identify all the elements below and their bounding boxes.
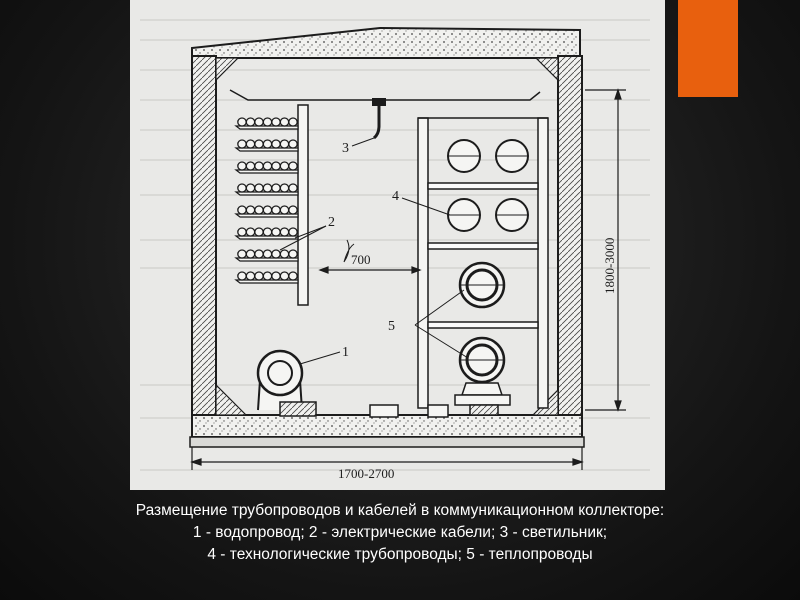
caption-line-1: Размещение трубопроводов и кабелей в коммуникационном коллекторе:: [135, 502, 665, 519]
right-wall: [558, 56, 582, 436]
caption-line-3: 4 - технологические трубопроводы; 5 - теплопроводы: [207, 546, 593, 563]
cable: [289, 250, 297, 258]
label-item-1: 1: [342, 345, 349, 360]
cable: [246, 206, 254, 214]
haunch-bottom-left: [216, 385, 246, 415]
cable: [280, 250, 288, 258]
cable: [263, 162, 271, 170]
cable: [272, 272, 280, 280]
cable: [280, 206, 288, 214]
cable: [238, 184, 246, 192]
cable: [238, 162, 246, 170]
collector-diagram: [130, 0, 665, 490]
cable: [263, 140, 271, 148]
label-item-5: 5: [388, 319, 395, 334]
caption-line-2: 1 - водопровод; 2 - электрические кабели; 3 - светильник;: [192, 524, 608, 541]
electric-cables-rack: [236, 118, 298, 283]
cable: [272, 140, 280, 148]
height-range-label: 1800-3000: [602, 237, 617, 294]
cable: [246, 250, 254, 258]
roof-slab: [192, 28, 580, 58]
cable: [280, 162, 288, 170]
floor-slab: [192, 415, 582, 437]
cable: [238, 206, 246, 214]
cable: [280, 140, 288, 148]
cable: [255, 118, 263, 126]
label-item-2: 2: [328, 215, 335, 230]
cable: [263, 206, 271, 214]
cable-rack-post: [298, 105, 308, 305]
base-plate: [190, 437, 584, 447]
orange-accent-block: [678, 0, 738, 97]
cable: [246, 140, 254, 148]
cable: [255, 272, 263, 280]
haunch-top-left: [216, 58, 238, 80]
cable: [280, 184, 288, 192]
cable: [289, 272, 297, 280]
cable: [238, 228, 246, 236]
cable: [263, 118, 271, 126]
cable: [289, 162, 297, 170]
cable: [263, 228, 271, 236]
cable: [272, 228, 280, 236]
cable: [272, 162, 280, 170]
cable: [289, 228, 297, 236]
cable: [238, 140, 246, 148]
figure-caption: [0, 500, 800, 566]
cable: [255, 184, 263, 192]
cable: [263, 272, 271, 280]
cable: [272, 250, 280, 258]
width-range-label: 1700-2700: [338, 466, 395, 481]
cable: [280, 272, 288, 280]
cable: [238, 272, 246, 280]
cable: [238, 250, 246, 258]
cable: [246, 162, 254, 170]
cable: [280, 228, 288, 236]
cable: [272, 184, 280, 192]
cable: [255, 162, 263, 170]
cable: [246, 118, 254, 126]
cable: [289, 184, 297, 192]
label-item-4: 4: [392, 189, 399, 204]
cable: [246, 272, 254, 280]
light-fixture: [352, 98, 386, 146]
collector-cross-section-figure: [130, 0, 665, 490]
cable: [255, 250, 263, 258]
cable: [255, 228, 263, 236]
haunch-top-right: [536, 58, 558, 80]
cable: [246, 184, 254, 192]
cable: [263, 250, 271, 258]
left-wall: [192, 56, 216, 436]
passage-width-label: 700: [351, 252, 371, 267]
cable: [289, 140, 297, 148]
cable: [246, 228, 254, 236]
water-pipe: [258, 351, 316, 416]
heat-pipe-support: [455, 383, 510, 415]
cable: [280, 118, 288, 126]
cable: [289, 118, 297, 126]
cable: [272, 118, 280, 126]
label-item-3: 3: [342, 141, 349, 156]
cable: [272, 206, 280, 214]
cable: [255, 206, 263, 214]
cable: [255, 140, 263, 148]
cable: [238, 118, 246, 126]
cable: [289, 206, 297, 214]
cable: [263, 184, 271, 192]
